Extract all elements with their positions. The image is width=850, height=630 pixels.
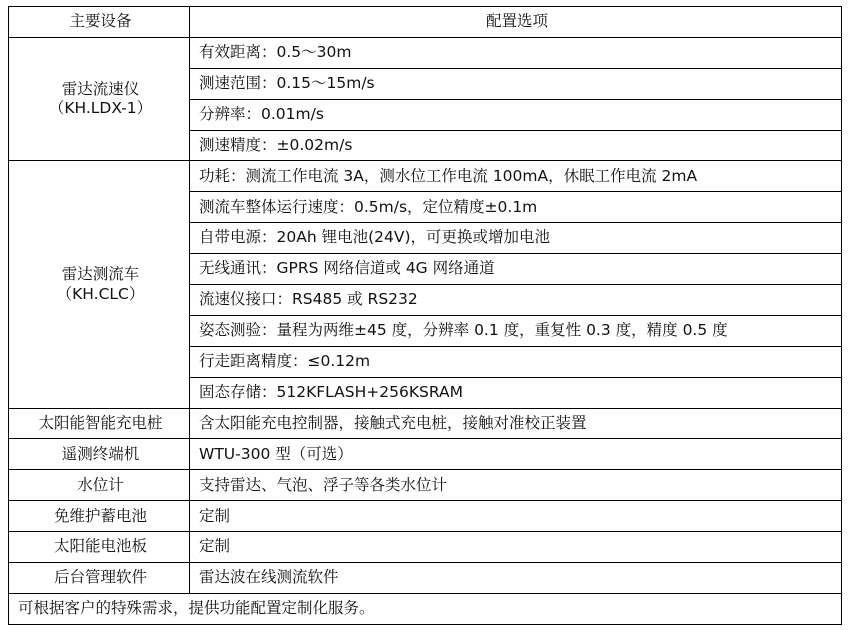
equipment-config-table [8,6,842,625]
table-row [9,161,842,192]
header-options: 配置选项 [190,7,842,38]
option-cell: 雷达波在线测流软件 [190,563,842,594]
option-cell: 支持雷达、气泡、浮子等各类水位计 [190,470,842,501]
option-cell: 含太阳能充电控制器，接触式充电桩，接触对准校正装置 [190,408,842,439]
option-cell: 分辨率：0.01m/s [190,99,842,130]
option-cell: 自带电源：20Ah 锂电池(24V)，可更换或增加电池 [190,223,842,254]
device-model: （KH.CLC） [56,284,145,303]
option-cell: 无线通讯：GPRS 网络信道或 4G 网络通道 [190,254,842,285]
table-row [9,563,842,594]
option-cell: 行走距离精度：≤0.12m [190,346,842,377]
option-cell: 定制 [190,532,842,563]
table-row [9,470,842,501]
device-model: （KH.LDX-1） [48,99,153,118]
option-cell: 测速精度：±0.02m/s [190,130,842,161]
device-cell: 太阳能电池板 [9,532,190,563]
table-row [9,439,842,470]
device-name: 雷达测流车 [61,265,140,284]
table-row [9,37,842,68]
table-footer-row [9,593,842,624]
device-cell-radar-flow-vehicle [9,161,190,408]
table-header-row [9,7,842,38]
device-cell: 后台管理软件 [9,563,190,594]
header-device: 主要设备 [9,7,190,38]
table-row [9,501,842,532]
footer-note: 可根据客户的特殊需求，提供功能配置定制化服务。 [9,593,842,624]
option-cell: 固态存储：512KFLASH+256KSRAM [190,377,842,408]
device-cell: 太阳能智能充电桩 [9,408,190,439]
option-cell: 姿态测验：量程为两维±45 度，分辨率 0.1 度，重复性 0.3 度，精度 0.5 度 [190,315,842,346]
option-cell: 测流车整体运行速度：0.5m/s，定位精度±0.1m [190,192,842,223]
option-cell: WTU-300 型（可选） [190,439,842,470]
table-row [9,408,842,439]
option-cell: 功耗：测流工作电流 3A，测水位工作电流 100mA，休眠工作电流 2mA [190,161,842,192]
device-cell: 遥测终端机 [9,439,190,470]
table-row [9,532,842,563]
device-cell-radar-velocity-meter [9,37,190,161]
option-cell: 有效距离：0.5～30m [190,37,842,68]
device-cell: 免维护蓄电池 [9,501,190,532]
option-cell: 流速仪接口：RS485 或 RS232 [190,285,842,316]
option-cell: 测速范围：0.15～15m/s [190,68,842,99]
device-cell: 水位计 [9,470,190,501]
device-name: 雷达流速仪 [61,79,140,98]
option-cell: 定制 [190,501,842,532]
